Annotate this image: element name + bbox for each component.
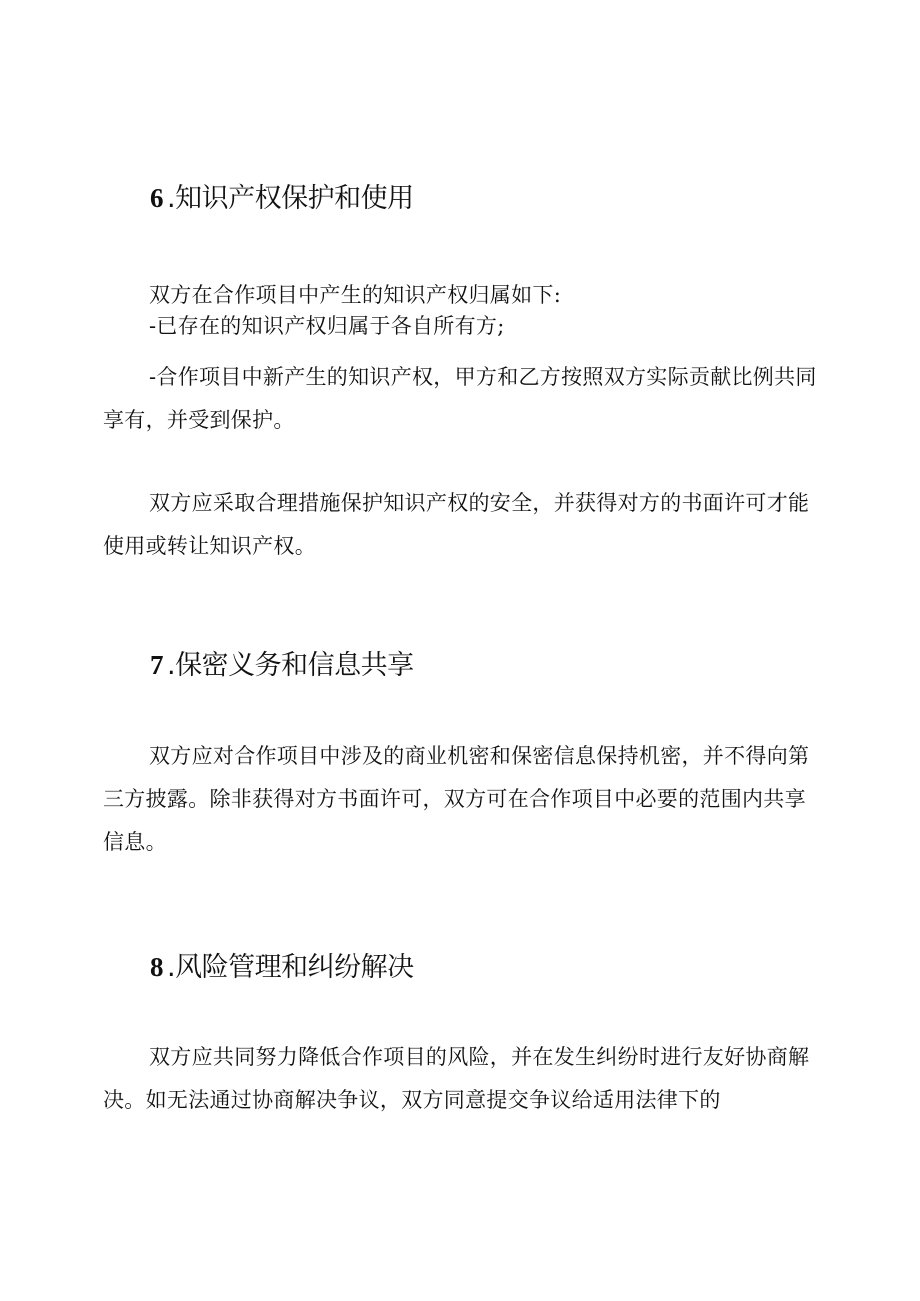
section-8-heading [150, 945, 414, 984]
section-7-paragraph: 双方应对合作项目中涉及的商业机密和保密信息保持机密，并不得向第三方披露。除非获得对方书面许可，双方可在合作项目中必要的范围内共享信息。 [103, 744, 810, 854]
section-6-intro: 双方在合作项目中产生的知识产权归属如下: [149, 283, 562, 307]
section-6-title: .知识产权保护和使用 [167, 183, 414, 214]
section-7-heading [150, 643, 414, 682]
section-8-paragraph: 双方应共同努力降低合作项目的风险，并在发生纠纷时进行友好协商解决。如无法通过协商解决争议，双方同意提交争议给适用法律下的 [103, 1045, 810, 1112]
section-8-number: 8 [150, 952, 163, 982]
section-8-title: .风险管理和纠纷解决 [167, 952, 414, 983]
section-7-title: .保密义务和信息共享 [167, 650, 414, 681]
section-6-item-1: -已存在的知识产权归属于各自所有方; [149, 314, 505, 338]
section-7-number: 7 [150, 650, 163, 680]
section-6-heading [150, 176, 414, 215]
section-6-item-2: -合作项目中新产生的知识产权，甲方和乙方按照双方实际贡献比例共同享有，并受到保护。 [103, 365, 817, 432]
section-6-paragraph: 双方应采取合理措施保护知识产权的安全，并获得对方的书面许可才能使用或转让知识产权。 [103, 491, 810, 558]
section-6-number: 6 [150, 183, 163, 213]
